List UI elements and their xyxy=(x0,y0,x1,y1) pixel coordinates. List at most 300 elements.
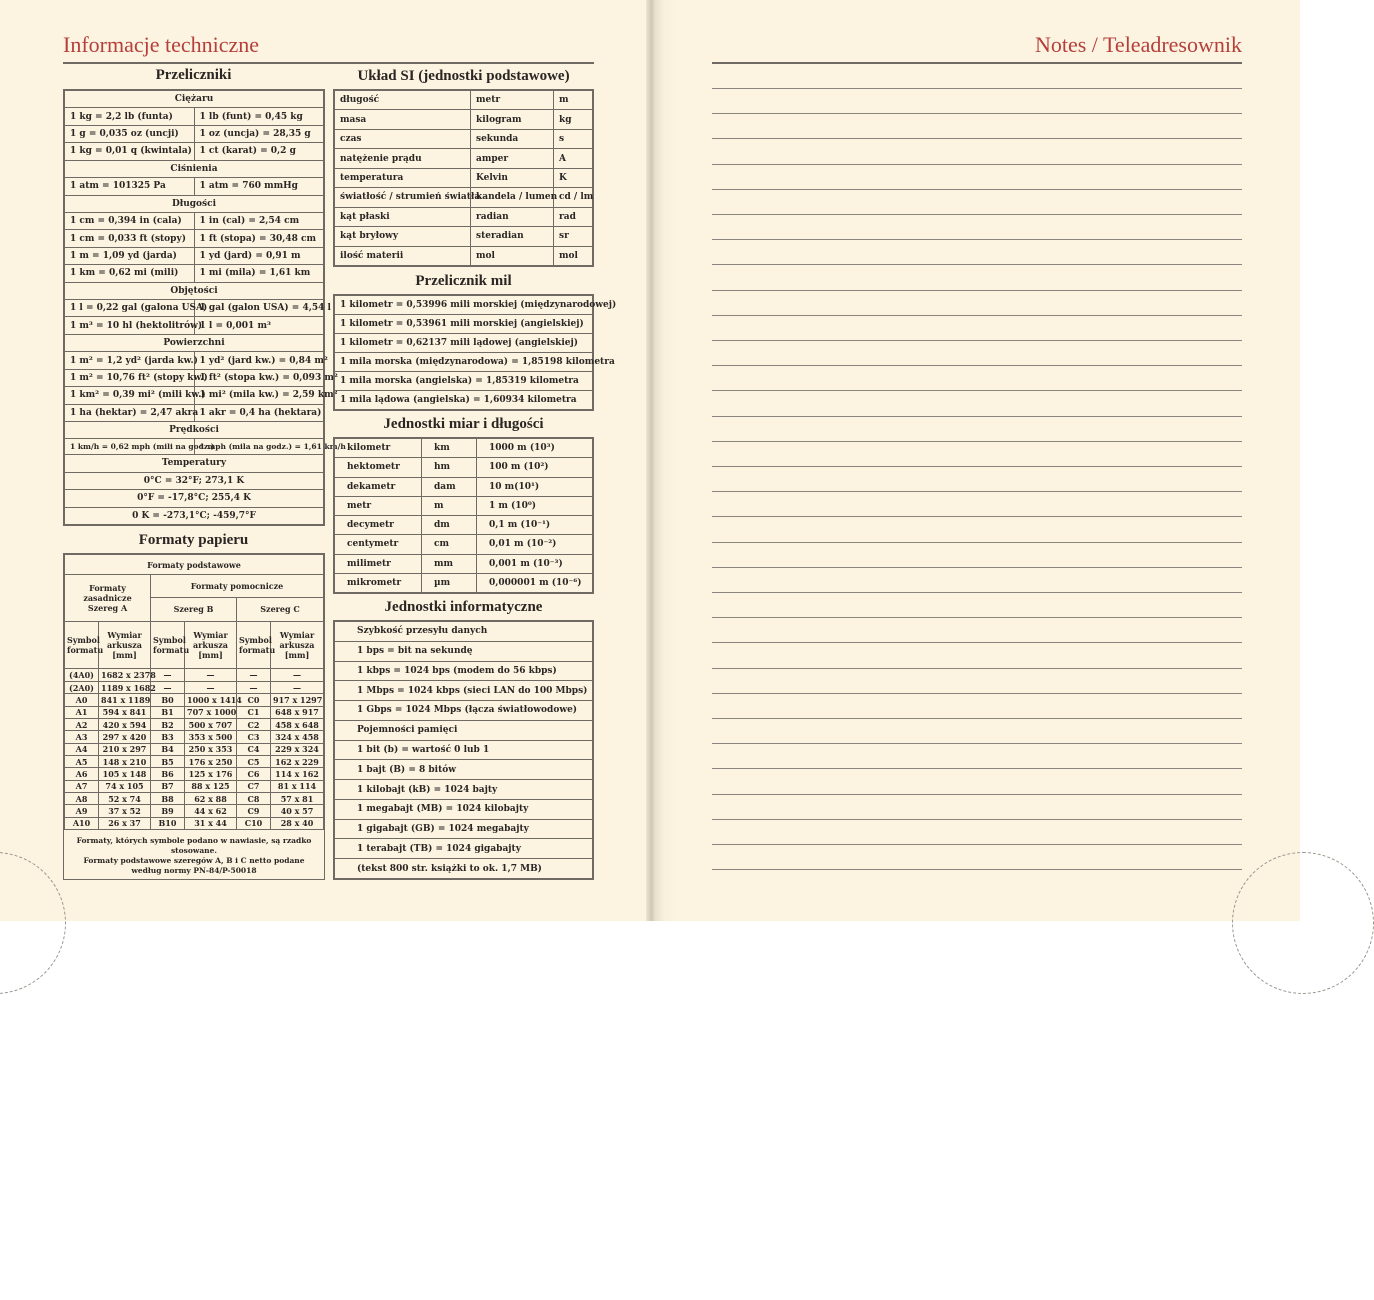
formaty-header-aux: Formaty pomocnicze xyxy=(151,575,324,597)
conversion-cell: 1 akr = 0,4 ha (hektara) xyxy=(194,404,324,421)
conversion-group-name: Długości xyxy=(65,195,324,212)
si-row xyxy=(335,227,593,246)
info-row xyxy=(335,622,593,642)
notes-rule-line xyxy=(712,516,1242,517)
si-cell: metr xyxy=(471,91,554,110)
info-cell: 1 Mbps = 1024 kbps (sieci LAN do 100 Mbps) xyxy=(335,681,593,701)
paper-cell: 176 x 250 xyxy=(185,755,237,767)
conversion-group-header xyxy=(65,160,324,177)
si-cell: mol xyxy=(471,246,554,266)
si-cell: kg xyxy=(554,110,593,129)
conversion-cell: 1 km/h = 0,62 mph (mili na godz.) xyxy=(65,439,195,455)
paper-row xyxy=(65,743,324,755)
conversion-row xyxy=(65,143,324,160)
paper-row xyxy=(65,780,324,792)
si-cell: s xyxy=(554,129,593,148)
paper-cell: — xyxy=(237,681,271,693)
paper-cell: 250 x 353 xyxy=(185,743,237,755)
notes-rule-line xyxy=(712,869,1242,870)
paper-cell: 420 x 594 xyxy=(99,718,151,730)
paper-cell: 324 x 458 xyxy=(271,731,324,743)
conversion-row xyxy=(65,387,324,404)
paper-cell: 57 x 81 xyxy=(271,792,324,804)
si-cell: kąt płaski xyxy=(335,207,471,226)
unit-cell: 0,1 m (10⁻¹) xyxy=(477,516,593,535)
paper-cell: C6 xyxy=(237,768,271,780)
conversion-cell: 1 mph (mila na godz.) = 1,61 km/h xyxy=(194,439,324,455)
info-row xyxy=(335,819,593,839)
paper-cell: 62 x 88 xyxy=(185,792,237,804)
conversion-cell: 1 kg = 2,2 lb (funta) xyxy=(65,108,195,125)
unit-cell: µm xyxy=(422,573,477,592)
si-row xyxy=(335,91,593,110)
info-row xyxy=(335,740,593,760)
formaty-header-a: Formaty zasadnicze Szereg A xyxy=(65,575,151,622)
info-row xyxy=(335,701,593,721)
paper-cell: B5 xyxy=(151,755,185,767)
unit-cell: centymetr xyxy=(335,535,422,554)
jednostki-table xyxy=(333,437,594,594)
unit-row xyxy=(335,496,593,515)
col-symbol-a: Symbol formatu xyxy=(65,622,99,669)
unit-row xyxy=(335,516,593,535)
notes-rule-line xyxy=(712,315,1242,316)
conversion-cell: 1 ct (karat) = 0,2 g xyxy=(194,143,324,160)
paper-row xyxy=(65,706,324,718)
si-cell: kąt bryłowy xyxy=(335,227,471,246)
notes-rule-line xyxy=(712,642,1242,643)
paper-cell: 31 x 44 xyxy=(185,817,237,829)
conversion-cell: 1 kg = 0,01 q (kwintala) xyxy=(65,143,195,160)
paper-cell: (2A0) xyxy=(65,681,99,693)
si-cell: masa xyxy=(335,110,471,129)
paper-cell: C7 xyxy=(237,780,271,792)
notes-rule-line xyxy=(712,718,1242,719)
paper-cell: 105 x 148 xyxy=(99,768,151,780)
conversion-cell: 1 cm = 0,394 in (cala) xyxy=(65,212,195,229)
conversion-row xyxy=(65,352,324,369)
mile-row xyxy=(335,296,593,315)
temperature-row xyxy=(65,490,324,507)
paper-cell: — xyxy=(271,681,324,693)
notes-rule-line xyxy=(712,592,1242,593)
paper-cell: 162 x 229 xyxy=(271,755,324,767)
info-cell: 1 gigabajt (GB) = 1024 megabajty xyxy=(335,819,593,839)
si-row xyxy=(335,110,593,129)
paper-cell: B0 xyxy=(151,694,185,706)
conversion-group-name: Temperatury xyxy=(65,455,324,472)
info-row xyxy=(335,641,593,661)
conversion-row xyxy=(65,230,324,247)
unit-cell: hektometr xyxy=(335,458,422,477)
paper-cell: 648 x 917 xyxy=(271,706,324,718)
unit-cell: hm xyxy=(422,458,477,477)
notes-rule-line xyxy=(712,113,1242,114)
unit-cell: 100 m (10²) xyxy=(477,458,593,477)
notes-rule-line xyxy=(712,340,1242,341)
paper-cell: 353 x 500 xyxy=(185,731,237,743)
si-cell: czas xyxy=(335,129,471,148)
conversion-group-header xyxy=(65,422,324,439)
conversion-cell: 1 ft (stopa) = 30,48 cm xyxy=(194,230,324,247)
paper-row xyxy=(65,681,324,693)
notes-rule-line xyxy=(712,668,1242,669)
conversion-cell: 1 ha (hektar) = 2,47 akra xyxy=(65,404,195,421)
paper-row xyxy=(65,768,324,780)
info-cell: 1 terabajt (TB) = 1024 gigabajty xyxy=(335,839,593,859)
conversion-group-header xyxy=(65,195,324,212)
mile-row xyxy=(335,372,593,391)
paper-cell: — xyxy=(271,669,324,681)
paper-cell: A10 xyxy=(65,817,99,829)
si-cell: sr xyxy=(554,227,593,246)
unit-cell: 0,001 m (10⁻³) xyxy=(477,554,593,573)
info-cell: 1 kbps = 1024 bps (modem do 56 kbps) xyxy=(335,661,593,681)
notes-rule-line xyxy=(712,819,1242,820)
notes-rule-line xyxy=(712,390,1242,391)
info-row xyxy=(335,760,593,780)
formaty-table xyxy=(63,553,325,880)
paper-cell: 125 x 176 xyxy=(185,768,237,780)
conversion-cell: 1 gal (galon USA) = 4,54 l xyxy=(194,300,324,317)
conversion-group-header xyxy=(65,91,324,108)
notes-rule-line xyxy=(712,466,1242,467)
paper-cell: 229 x 324 xyxy=(271,743,324,755)
conversion-cell: 1 l = 0,001 m³ xyxy=(194,317,324,334)
si-cell: steradian xyxy=(471,227,554,246)
unit-row xyxy=(335,573,593,592)
paper-row xyxy=(65,817,324,829)
conversion-cell: 1 m = 1,09 yd (jarda) xyxy=(65,247,195,264)
paper-cell: 44 x 62 xyxy=(185,805,237,817)
paper-cell: 148 x 210 xyxy=(99,755,151,767)
paper-cell: A3 xyxy=(65,731,99,743)
mile-cell: 1 kilometr = 0,62137 mili lądowej (angielskiej) xyxy=(335,334,593,353)
paper-row xyxy=(65,669,324,681)
paper-cell: C8 xyxy=(237,792,271,804)
formaty-header-b: Szereg B xyxy=(151,597,237,622)
formaty-title: Formaty papieru xyxy=(138,532,249,548)
paper-cell: C0 xyxy=(237,694,271,706)
conversion-row xyxy=(65,369,324,386)
conversion-cell: 1 yd (jard) = 0,91 m xyxy=(194,247,324,264)
mile-title: Przelicznik mil xyxy=(415,273,512,289)
conversion-cell: 1 mi² (mila kw.) = 2,59 km² xyxy=(194,387,324,404)
notes-rule-line xyxy=(712,214,1242,215)
conversion-row xyxy=(65,125,324,142)
notes-rule-line xyxy=(712,189,1242,190)
unit-cell: 1000 m (10³) xyxy=(477,439,593,458)
conversion-cell: 1 m² = 1,2 yd² (jarda kw.) xyxy=(65,352,195,369)
info-cell: 1 megabajt (MB) = 1024 kilobajty xyxy=(335,799,593,819)
info-cell: 1 bit (b) = wartość 0 lub 1 xyxy=(335,740,593,760)
si-row xyxy=(335,168,593,187)
si-row xyxy=(335,246,593,266)
conversion-cell: 1 mi (mila) = 1,61 km xyxy=(194,265,324,282)
info-cell: 1 Gbps = 1024 Mbps (łącza światłowodowe) xyxy=(335,701,593,721)
si-cell: amper xyxy=(471,149,554,168)
mile-cell: 1 mila morska (angielska) = 1,85319 kilometra xyxy=(335,372,593,391)
paper-row xyxy=(65,731,324,743)
conversion-group-header xyxy=(65,455,324,472)
temperature-cell: 0°F = -17,8°C; 255,4 K xyxy=(65,490,324,507)
conversion-cell: 1 atm = 101325 Pa xyxy=(65,178,195,195)
paper-cell: 40 x 57 xyxy=(271,805,324,817)
conversion-group-name: Objętości xyxy=(65,282,324,299)
col-symbol-b: Symbol formatu xyxy=(151,622,185,669)
unit-row xyxy=(335,535,593,554)
paper-cell: 500 x 707 xyxy=(185,718,237,730)
paper-cell: 1000 x 1414 xyxy=(185,694,237,706)
unit-cell: dam xyxy=(422,477,477,496)
paper-row xyxy=(65,694,324,706)
paper-cell: 917 x 1297 xyxy=(271,694,324,706)
paper-cell: 52 x 74 xyxy=(99,792,151,804)
left-page-title: Informacje techniczne xyxy=(63,32,260,57)
unit-cell: decymetr xyxy=(335,516,422,535)
col-dim-a: Wymiar arkusza [mm] xyxy=(99,622,151,669)
unit-cell: 10 m(10¹) xyxy=(477,477,593,496)
conversion-group-name: Ciśnienia xyxy=(65,160,324,177)
paper-cell: B7 xyxy=(151,780,185,792)
si-cell: kilogram xyxy=(471,110,554,129)
info-cell: (tekst 800 str. książki to ok. 1,7 MB) xyxy=(335,859,593,879)
conversion-row xyxy=(65,212,324,229)
notes-rule-line xyxy=(712,416,1242,417)
paper-cell: C2 xyxy=(237,718,271,730)
przeliczniki-title: Przeliczniki xyxy=(155,67,232,83)
si-cell: mol xyxy=(554,246,593,266)
si-cell: sekunda xyxy=(471,129,554,148)
jednostki-title: Jednostki miar i długości xyxy=(383,416,544,432)
mile-cell: 1 kilometr = 0,53996 mili morskiej (międzynarodowej) xyxy=(335,296,593,315)
formaty-note xyxy=(64,836,324,876)
si-cell: rad xyxy=(554,207,593,226)
paper-cell: 26 x 37 xyxy=(99,817,151,829)
notes-rule-line xyxy=(712,365,1242,366)
si-cell: natężenie prądu xyxy=(335,149,471,168)
conversion-cell: 1 in (cal) = 2,54 cm xyxy=(194,212,324,229)
si-table xyxy=(333,89,594,267)
paper-cell: — xyxy=(151,681,185,693)
paper-cell: B9 xyxy=(151,805,185,817)
paper-cell: C9 xyxy=(237,805,271,817)
si-cell: cd / lm xyxy=(554,188,593,207)
si-cell: kandela / lumen xyxy=(471,188,554,207)
paper-cell: C4 xyxy=(237,743,271,755)
paper-cell: — xyxy=(185,681,237,693)
conversion-row xyxy=(65,178,324,195)
conversion-group-name: Powierzchni xyxy=(65,334,324,351)
unit-cell: mikrometr xyxy=(335,573,422,592)
unit-cell: m xyxy=(422,496,477,515)
przeliczniki-table xyxy=(63,89,346,526)
conversion-row xyxy=(65,317,324,334)
notes-rule-line xyxy=(712,138,1242,139)
paper-cell: — xyxy=(185,669,237,681)
notes-rule-line xyxy=(712,239,1242,240)
notes-rule-line xyxy=(712,617,1242,618)
conversion-cell: 1 oz (uncja) = 28,35 g xyxy=(194,125,324,142)
conversion-group-header xyxy=(65,282,324,299)
conversion-cell: 1 km² = 0,39 mi² (mili kw.) xyxy=(65,387,195,404)
unit-cell: dekametr xyxy=(335,477,422,496)
conversion-row xyxy=(65,404,324,421)
notes-rule-line xyxy=(712,164,1242,165)
paper-cell: 297 x 420 xyxy=(99,731,151,743)
paper-row xyxy=(65,718,324,730)
paper-cell: B3 xyxy=(151,731,185,743)
left-title-rule xyxy=(63,62,594,64)
conversion-group-name: Prędkości xyxy=(65,422,324,439)
paper-cell: A4 xyxy=(65,743,99,755)
paper-cell: B4 xyxy=(151,743,185,755)
formaty-note-line: według normy PN-84/P-50018 xyxy=(131,866,257,875)
conversion-cell: 1 cm = 0,033 ft (stopy) xyxy=(65,230,195,247)
info-row xyxy=(335,661,593,681)
unit-cell: km xyxy=(422,439,477,458)
temperature-row xyxy=(65,507,324,524)
unit-cell: 1 m (10⁰) xyxy=(477,496,593,515)
formaty-note-line: Formaty, których symbole podano w nawiasie, są rzadko stosowane. xyxy=(76,836,312,855)
paper-cell: A6 xyxy=(65,768,99,780)
conversion-row xyxy=(65,108,324,125)
paper-cell: 88 x 125 xyxy=(185,780,237,792)
conversion-row xyxy=(65,247,324,264)
si-cell: A xyxy=(554,149,593,168)
paper-cell: A5 xyxy=(65,755,99,767)
paper-cell: 707 x 1000 xyxy=(185,706,237,718)
unit-cell: milimetr xyxy=(335,554,422,573)
paper-cell: 210 x 297 xyxy=(99,743,151,755)
mile-row xyxy=(335,391,593,410)
temperature-cell: 0°C = 32°F; 273,1 K xyxy=(65,472,324,489)
paper-cell: A8 xyxy=(65,792,99,804)
unit-cell: cm xyxy=(422,535,477,554)
conversion-row xyxy=(65,300,324,317)
si-row xyxy=(335,188,593,207)
col-symbol-c: Symbol formatu xyxy=(237,622,271,669)
mile-table xyxy=(333,294,617,411)
si-cell: m xyxy=(554,91,593,110)
paper-cell: 28 x 40 xyxy=(271,817,324,829)
paper-cell: A0 xyxy=(65,694,99,706)
paper-cell: B8 xyxy=(151,792,185,804)
conversion-cell: 1 g = 0,035 oz (uncji) xyxy=(65,125,195,142)
conversion-cell: 1 km = 0,62 mi (mili) xyxy=(65,265,195,282)
paper-cell: B10 xyxy=(151,817,185,829)
notes-rule-line xyxy=(712,491,1242,492)
unit-cell: 0,000001 m (10⁻⁶) xyxy=(477,573,593,592)
paper-cell: (4A0) xyxy=(65,669,99,681)
notes-rule-line xyxy=(712,844,1242,845)
info-cell: 1 bajt (B) = 8 bitów xyxy=(335,760,593,780)
notes-rule-line xyxy=(712,768,1242,769)
mile-row xyxy=(335,353,593,372)
paper-row xyxy=(65,755,324,767)
notes-rule-line xyxy=(712,290,1242,291)
mile-row xyxy=(335,334,593,353)
formaty-header-c: Szereg C xyxy=(237,597,324,622)
informatyczne-title: Jednostki informatyczne xyxy=(384,599,543,615)
notes-rule-line xyxy=(712,693,1242,694)
unit-row xyxy=(335,477,593,496)
unit-row xyxy=(335,439,593,458)
corner-mark-right xyxy=(1232,852,1374,994)
conversion-row xyxy=(65,439,324,455)
notes-rule-line xyxy=(712,794,1242,795)
paper-cell: C10 xyxy=(237,817,271,829)
paper-cell: C3 xyxy=(237,731,271,743)
notes-rule-line xyxy=(712,743,1242,744)
right-page-title: Notes / Teleadresownik xyxy=(1034,32,1242,57)
notes-rule-line xyxy=(712,567,1242,568)
paper-cell: 458 x 648 xyxy=(271,718,324,730)
paper-cell: 74 x 105 xyxy=(99,780,151,792)
notes-rule-line xyxy=(712,264,1242,265)
temperature-cell: 0 K = -273,1°C; -459,7°F xyxy=(65,507,324,524)
unit-cell: 0,01 m (10⁻²) xyxy=(477,535,593,554)
si-cell: światłość / strumień światła xyxy=(335,188,471,207)
si-cell: K xyxy=(554,168,593,187)
unit-row xyxy=(335,458,593,477)
conversion-group-name: Ciężaru xyxy=(65,91,324,108)
si-title: Układ SI (jednostki podstawowe) xyxy=(357,68,570,84)
paper-cell: 114 x 162 xyxy=(271,768,324,780)
paper-cell: A2 xyxy=(65,718,99,730)
paper-cell: 594 x 841 xyxy=(99,706,151,718)
unit-cell: dm xyxy=(422,516,477,535)
info-cell: Szybkość przesyłu danych xyxy=(335,622,593,642)
unit-cell: kilometr xyxy=(335,439,422,458)
conversion-group-header xyxy=(65,334,324,351)
conversion-cell: 1 atm = 760 mmHg xyxy=(194,178,324,195)
info-cell: Pojemności pamięci xyxy=(335,720,593,740)
mile-cell: 1 mila morska (międzynarodowa) = 1,85198 kilometra xyxy=(335,353,593,372)
conversion-cell: 1 yd² (jard kw.) = 0,84 m² xyxy=(194,352,324,369)
informatyczne-table xyxy=(333,620,594,880)
conversion-cell: 1 ft² (stopa kw.) = 0,093 m² xyxy=(194,369,324,386)
unit-row xyxy=(335,554,593,573)
paper-cell: A1 xyxy=(65,706,99,718)
notes-rule-line xyxy=(712,88,1242,89)
paper-cell: 1189 x 1682 xyxy=(99,681,151,693)
unit-cell: metr xyxy=(335,496,422,515)
si-cell: temperatura xyxy=(335,168,471,187)
paper-cell: C5 xyxy=(237,755,271,767)
right-title-rule xyxy=(712,62,1242,64)
paper-cell: B2 xyxy=(151,718,185,730)
conversion-cell: 1 m² = 10,76 ft² (stopy kw.) xyxy=(65,369,195,386)
info-row xyxy=(335,839,593,859)
paper-cell: 81 x 114 xyxy=(271,780,324,792)
formaty-note-line: Formaty podstawowe szeregów A, B i C netto podane xyxy=(83,856,305,865)
paper-cell: 37 x 52 xyxy=(99,805,151,817)
info-cell: 1 bps = bit na sekundę xyxy=(335,641,593,661)
paper-cell: A9 xyxy=(65,805,99,817)
conversion-row xyxy=(65,265,324,282)
si-cell: długość xyxy=(335,91,471,110)
paper-row xyxy=(65,792,324,804)
paper-cell: A7 xyxy=(65,780,99,792)
info-row xyxy=(335,720,593,740)
si-row xyxy=(335,149,593,168)
si-row xyxy=(335,207,593,226)
mile-cell: 1 kilometr = 0,53961 mili morskiej (angielskiej) xyxy=(335,315,593,334)
conversion-cell: 1 lb (funt) = 0,45 kg xyxy=(194,108,324,125)
si-cell: Kelvin xyxy=(471,168,554,187)
paper-cell: 841 x 1189 xyxy=(99,694,151,706)
